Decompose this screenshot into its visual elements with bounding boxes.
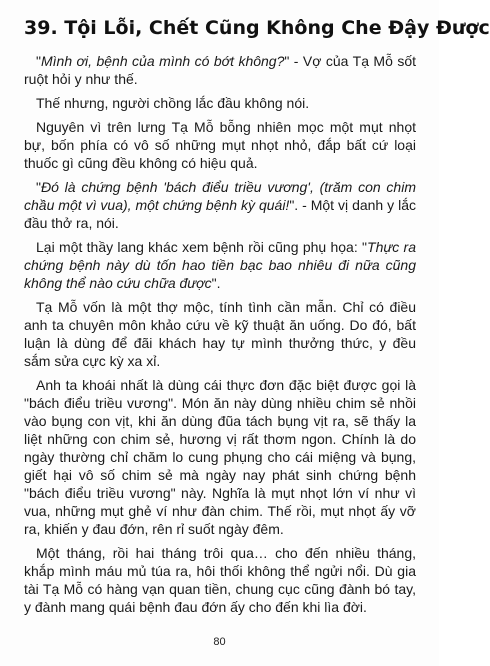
paragraph — [24, 238, 416, 292]
quoted-speech: Thực ra chứng bệnh này dù tốn hao tiền bạc bao nhiêu đi nữa cũng không thể nào cứu chữa được — [24, 239, 416, 291]
page-number: 80 — [213, 636, 226, 648]
paragraph — [24, 298, 416, 370]
paragraph — [24, 94, 416, 112]
text-run: Anh ta khoái nhất là dùng cái thực đơn đặc biệt được gọi là "bách điểu triều vương". Món ăn này dùng nhiều chim sẻ nhồi vào bụng con vịt, khi ăn dùng đũa tách bụng vịt ra, sẽ thấy la liệt những con chim sẻ, hương vị rất thơm ngon. Chính là do ngày thường chỉ chăm lo cung phụng cho cái miệng và bụng, giết hại vô số chim sẻ mà ngày nay phát sinh chứng bệnh "bách điểu triều vương" này. Nghĩa là mụt nhọt lớn ví như vì vua, những mụt ghẻ ví như đàn chim. Thế rồi, mụt nhọt ấy vỡ ra, khiến y đau đớn, rên rỉ suốt ngày đêm. — [24, 377, 416, 537]
quoted-speech: Mình ơi, bệnh của mình có bớt không? — [40, 53, 285, 69]
paragraph — [24, 118, 416, 172]
paragraph — [24, 178, 416, 232]
text-run: Nguyên vì trên lưng Tạ Mỗ bỗng nhiên mọc một mụt nhọt bự, bốn phía có vô số những mụt nhọt nhỏ, đắp bất cứ loại thuốc gì cũng đều không có hiệu quả. — [24, 119, 416, 171]
text-run: ". — [211, 275, 221, 291]
text-run: Tạ Mỗ vốn là một thợ mộc, tính tình cần mẫn. Chỉ có điều anh ta chuyên môn khảo cứu về kỹ thuật ăn uống. Do đó, bất luận là dùng để đãi khách hay tự mình thưởng thức, y đều sắm sửa cực kỳ xa xỉ. — [24, 299, 416, 369]
chapter-title: 39. Tội Lỗi, Chết Cũng Không Che Đậy Được — [24, 17, 490, 39]
chapter-body — [24, 52, 416, 622]
text-run: ". - Một vị danh y lắc đầu thở ra, nói. — [24, 197, 416, 231]
text-run: Lại một thầy lang khác xem bệnh rồi cũng phụ họa: " — [36, 239, 368, 255]
paragraph — [24, 52, 416, 88]
text-run: Một tháng, rồi hai tháng trôi qua… cho đến nhiều tháng, khắp mình máu mủ túa ra, hôi thối không thể ngửi nổi. Dù gia tài Tạ Mỗ có hàng vạn quan tiền, chung cục cũng đành bó tay, y đành mang quái bệnh đau đớn ấy cho đến khi lìa đời. — [24, 545, 416, 615]
text-run: " - Vợ của Tạ Mỗ sốt ruột hỏi y như thế. — [24, 53, 416, 87]
text-run: " — [36, 179, 41, 195]
text-run: Thế nhưng, người chồng lắc đầu không nói. — [36, 95, 310, 111]
quoted-speech: Đó là chứng bệnh 'bách điểu triều vương', (trăm con chim chầu một vì vua), một chứng bệnh kỳ quái! — [24, 179, 416, 213]
text-run: " — [36, 53, 41, 69]
paragraph — [24, 376, 416, 538]
paragraph — [24, 544, 416, 616]
